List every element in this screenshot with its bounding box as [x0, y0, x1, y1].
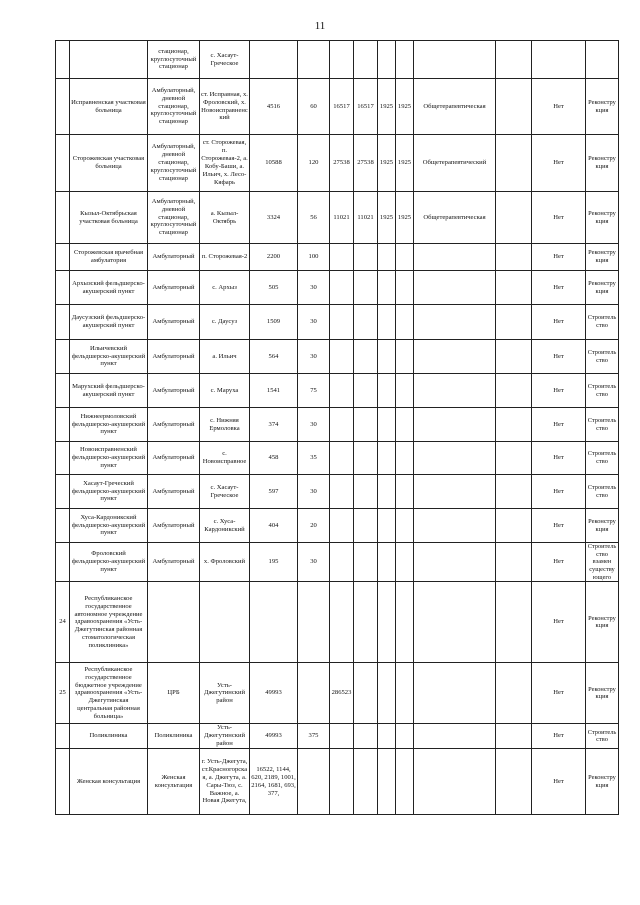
population-cell: 458	[250, 442, 298, 475]
table-row	[56, 340, 619, 374]
empty-cell	[496, 374, 532, 408]
gas-cell: Нет	[532, 663, 586, 724]
year-cell-2	[396, 41, 414, 79]
profile-cell	[414, 244, 496, 271]
location-cell: с. Даусуз	[200, 305, 250, 340]
year-cell-1	[378, 408, 396, 442]
type-cell: Амбулаторный, дневной стационар, круглосуточный стационар	[148, 135, 200, 192]
empty-cell	[496, 135, 532, 192]
profile-cell: Общетерапевтическая	[414, 192, 496, 244]
year-cell-2	[396, 271, 414, 305]
capacity-cell	[298, 749, 330, 815]
empty-cell	[496, 543, 532, 582]
num-cell	[56, 340, 70, 374]
location-cell: с. Нижняя Ермоловка	[200, 408, 250, 442]
profile-cell	[414, 582, 496, 663]
action-cell: Строительство	[586, 374, 619, 408]
action-cell: Реконструкция	[586, 509, 619, 543]
name-cell: Нижнеермоловский фельдшерско-акушерский пункт	[70, 408, 148, 442]
num-cell	[56, 749, 70, 815]
type-cell: ЦРБ	[148, 663, 200, 724]
value-cell-1: 16517	[330, 79, 354, 135]
gas-cell: Нет	[532, 374, 586, 408]
year-cell-2	[396, 663, 414, 724]
year-cell-1	[378, 543, 396, 582]
empty-cell	[496, 305, 532, 340]
name-cell: Республиканское государственное автономное учреждение здравоохранения «Усть-Джегутинская районная стоматологическая поликлиника»	[70, 582, 148, 663]
population-cell: 374	[250, 408, 298, 442]
year-cell-2	[396, 475, 414, 509]
action-cell: Строительство взамен существующего	[586, 543, 619, 582]
name-cell: Даусузский фельдшерско-акушерский пункт	[70, 305, 148, 340]
table-row	[56, 749, 619, 815]
num-cell	[56, 509, 70, 543]
facilities-table	[55, 40, 619, 815]
value-cell-2: 16517	[354, 79, 378, 135]
action-cell: Строительство	[586, 340, 619, 374]
type-cell: Поликлиника	[148, 724, 200, 749]
table-row	[56, 135, 619, 192]
gas-cell: Нет	[532, 475, 586, 509]
gas-cell: Нет	[532, 724, 586, 749]
value-cell-1	[330, 374, 354, 408]
value-cell-1: 286523	[330, 663, 354, 724]
name-cell: Кызыл-Октябрьская участковая больница	[70, 192, 148, 244]
capacity-cell	[298, 663, 330, 724]
profile-cell	[414, 305, 496, 340]
capacity-cell: 30	[298, 543, 330, 582]
gas-cell	[532, 41, 586, 79]
profile-cell: Общетерапевтический	[414, 135, 496, 192]
location-cell: с. Хасаут-Греческое	[200, 41, 250, 79]
location-cell: х. Фроловский	[200, 543, 250, 582]
num-cell	[56, 192, 70, 244]
action-cell: Реконструкция	[586, 663, 619, 724]
population-cell: 4516	[250, 79, 298, 135]
empty-cell	[496, 408, 532, 442]
empty-cell	[496, 663, 532, 724]
name-cell: Марухский фельдшерско-акушерский пункт	[70, 374, 148, 408]
table-row	[56, 582, 619, 663]
value-cell-1	[330, 244, 354, 271]
capacity-cell: 375	[298, 724, 330, 749]
year-cell-1: 1925	[378, 135, 396, 192]
action-cell: Реконструкция	[586, 749, 619, 815]
type-cell: Амбулаторный	[148, 305, 200, 340]
profile-cell	[414, 749, 496, 815]
type-cell: Амбулаторный	[148, 475, 200, 509]
capacity-cell: 30	[298, 408, 330, 442]
empty-cell	[496, 340, 532, 374]
gas-cell: Нет	[532, 305, 586, 340]
population-cell: 3324	[250, 192, 298, 244]
action-cell: Реконструкция	[586, 271, 619, 305]
location-cell: Усть-Джегутинский район	[200, 663, 250, 724]
location-cell: п. Сторожевая-2	[200, 244, 250, 271]
year-cell-1: 1925	[378, 192, 396, 244]
population-cell: 404	[250, 509, 298, 543]
empty-cell	[496, 271, 532, 305]
year-cell-2	[396, 509, 414, 543]
table-row	[56, 305, 619, 340]
location-cell: с. Хасаут-Греческое	[200, 475, 250, 509]
page-number: 11	[314, 20, 326, 32]
value-cell-2	[354, 475, 378, 509]
population-cell	[250, 582, 298, 663]
location-cell: с. Хуса-Кардоникский	[200, 509, 250, 543]
table-row	[56, 244, 619, 271]
location-cell: а. Ильич	[200, 340, 250, 374]
value-cell-1: 27538	[330, 135, 354, 192]
population-cell: 505	[250, 271, 298, 305]
year-cell-2	[396, 374, 414, 408]
profile-cell	[414, 724, 496, 749]
year-cell-2	[396, 244, 414, 271]
profile-cell	[414, 408, 496, 442]
action-cell: Реконструкция	[586, 582, 619, 663]
value-cell-2	[354, 543, 378, 582]
value-cell-1	[330, 543, 354, 582]
year-cell-1	[378, 582, 396, 663]
year-cell-1	[378, 244, 396, 271]
name-cell: Новоисправненский фельдшерско-акушерский пункт	[70, 442, 148, 475]
year-cell-1	[378, 475, 396, 509]
profile-cell	[414, 374, 496, 408]
population-cell: 564	[250, 340, 298, 374]
table-row	[56, 192, 619, 244]
profile-cell	[414, 271, 496, 305]
value-cell-2	[354, 340, 378, 374]
value-cell-1	[330, 475, 354, 509]
year-cell-2	[396, 305, 414, 340]
value-cell-2	[354, 271, 378, 305]
location-cell: с. Маруха	[200, 374, 250, 408]
name-cell: Исправненская участковая больница	[70, 79, 148, 135]
year-cell-2: 1925	[396, 135, 414, 192]
location-cell: ст. Исправная, х. Фроловский, х. Новоисправненский	[200, 79, 250, 135]
gas-cell: Нет	[532, 582, 586, 663]
name-cell: Сторожевская участковая больница	[70, 135, 148, 192]
value-cell-1: 11021	[330, 192, 354, 244]
location-cell: а. Кызыл-Октябрь	[200, 192, 250, 244]
value-cell-2	[354, 408, 378, 442]
gas-cell: Нет	[532, 340, 586, 374]
gas-cell: Нет	[532, 244, 586, 271]
capacity-cell	[298, 582, 330, 663]
year-cell-1	[378, 724, 396, 749]
year-cell-1	[378, 442, 396, 475]
capacity-cell	[298, 41, 330, 79]
location-cell: Усть-Джегутинский район	[200, 724, 250, 749]
empty-cell	[496, 79, 532, 135]
type-cell: Амбулаторный	[148, 543, 200, 582]
type-cell: стационар, круглосуточный стационар	[148, 41, 200, 79]
action-cell: Строительство	[586, 724, 619, 749]
gas-cell: Нет	[532, 79, 586, 135]
num-cell	[56, 475, 70, 509]
table-row	[56, 475, 619, 509]
population-cell: 10588	[250, 135, 298, 192]
year-cell-2	[396, 582, 414, 663]
year-cell-2	[396, 749, 414, 815]
table-row	[56, 374, 619, 408]
name-cell: Поликлиника	[70, 724, 148, 749]
name-cell: Архызский фельдшерско-акушерский пункт	[70, 271, 148, 305]
population-cell: 2200	[250, 244, 298, 271]
empty-cell	[496, 442, 532, 475]
gas-cell: Нет	[532, 135, 586, 192]
num-cell	[56, 543, 70, 582]
value-cell-1	[330, 749, 354, 815]
capacity-cell: 30	[298, 305, 330, 340]
value-cell-2	[354, 582, 378, 663]
profile-cell	[414, 442, 496, 475]
num-cell	[56, 305, 70, 340]
year-cell-2: 1925	[396, 79, 414, 135]
capacity-cell: 20	[298, 509, 330, 543]
type-cell: Амбулаторный, дневной стационар, круглосуточный стационар	[148, 192, 200, 244]
name-cell: Женская консультация	[70, 749, 148, 815]
population-cell	[250, 41, 298, 79]
num-cell	[56, 135, 70, 192]
value-cell-1	[330, 340, 354, 374]
action-cell: Строительство	[586, 408, 619, 442]
value-cell-1	[330, 305, 354, 340]
population-cell: 16522, 1144, 620, 2189, 1001, 2164, 1681, 693, 377,	[250, 749, 298, 815]
empty-cell	[496, 475, 532, 509]
type-cell: Амбулаторный, дневной стационар, круглосуточный стационар	[148, 79, 200, 135]
location-cell: с. Архыз	[200, 271, 250, 305]
year-cell-2	[396, 724, 414, 749]
empty-cell	[496, 749, 532, 815]
name-cell: Хасаут-Греческий фельдшерско-акушерский пункт	[70, 475, 148, 509]
value-cell-1	[330, 582, 354, 663]
type-cell: Амбулаторный	[148, 374, 200, 408]
action-cell: Реконструкция	[586, 192, 619, 244]
num-cell	[56, 724, 70, 749]
gas-cell: Нет	[532, 192, 586, 244]
type-cell: Амбулаторный	[148, 340, 200, 374]
value-cell-1	[330, 271, 354, 305]
year-cell-2	[396, 442, 414, 475]
year-cell-1	[378, 509, 396, 543]
gas-cell: Нет	[532, 509, 586, 543]
type-cell: Амбулаторный	[148, 244, 200, 271]
value-cell-2	[354, 374, 378, 408]
gas-cell: Нет	[532, 271, 586, 305]
value-cell-1	[330, 408, 354, 442]
location-cell: с. Новоисправное	[200, 442, 250, 475]
year-cell-2: 1925	[396, 192, 414, 244]
value-cell-1	[330, 41, 354, 79]
name-cell: Хуса-Кардоникский фельдшерско-акушерский пункт	[70, 509, 148, 543]
table-row	[56, 79, 619, 135]
num-cell	[56, 271, 70, 305]
type-cell: Амбулаторный	[148, 509, 200, 543]
profile-cell: Общетерапевтическая	[414, 79, 496, 135]
value-cell-1	[330, 724, 354, 749]
profile-cell	[414, 543, 496, 582]
table-row	[56, 442, 619, 475]
year-cell-1	[378, 41, 396, 79]
num-cell	[56, 442, 70, 475]
table-row	[56, 509, 619, 543]
action-cell: Строительство	[586, 442, 619, 475]
table-row	[56, 271, 619, 305]
type-cell	[148, 582, 200, 663]
year-cell-2	[396, 340, 414, 374]
profile-cell	[414, 340, 496, 374]
value-cell-2	[354, 663, 378, 724]
num-cell	[56, 41, 70, 79]
num-cell: 25	[56, 663, 70, 724]
gas-cell: Нет	[532, 543, 586, 582]
capacity-cell: 56	[298, 192, 330, 244]
value-cell-2	[354, 305, 378, 340]
population-cell: 1541	[250, 374, 298, 408]
value-cell-2	[354, 724, 378, 749]
name-cell: Ильичевский фельдшерско-акушерский пункт	[70, 340, 148, 374]
profile-cell	[414, 509, 496, 543]
profile-cell	[414, 663, 496, 724]
location-cell: ст. Сторожевая, п. Сторожевая-2, а. Кобу-Баши, а. Ильич, х. Лесо-Кяфарь	[200, 135, 250, 192]
gas-cell: Нет	[532, 408, 586, 442]
empty-cell	[496, 582, 532, 663]
action-cell	[586, 41, 619, 79]
value-cell-2	[354, 244, 378, 271]
year-cell-1	[378, 340, 396, 374]
empty-cell	[496, 41, 532, 79]
action-cell: Строительство	[586, 475, 619, 509]
value-cell-2: 11021	[354, 192, 378, 244]
name-cell: Сторожевская врачебная амбулатория	[70, 244, 148, 271]
capacity-cell: 100	[298, 244, 330, 271]
table-row	[56, 41, 619, 79]
value-cell-2: 27538	[354, 135, 378, 192]
action-cell: Реконструкция	[586, 244, 619, 271]
gas-cell: Нет	[532, 749, 586, 815]
year-cell-1	[378, 305, 396, 340]
table-row	[56, 543, 619, 582]
type-cell: Амбулаторный	[148, 408, 200, 442]
population-cell: 597	[250, 475, 298, 509]
capacity-cell: 30	[298, 340, 330, 374]
capacity-cell: 30	[298, 271, 330, 305]
capacity-cell: 60	[298, 79, 330, 135]
action-cell: Реконструкция	[586, 135, 619, 192]
population-cell: 49993	[250, 724, 298, 749]
table-row	[56, 724, 619, 749]
action-cell: Реконструкция	[586, 79, 619, 135]
capacity-cell: 30	[298, 475, 330, 509]
profile-cell	[414, 475, 496, 509]
name-cell	[70, 41, 148, 79]
value-cell-1	[330, 442, 354, 475]
empty-cell	[496, 724, 532, 749]
name-cell: Республиканское государственное бюджетное учреждение здравоохранения «Усть-Джегутинская центральная районная больница»	[70, 663, 148, 724]
name-cell: Фроловский фельдшерско-акушерский пункт	[70, 543, 148, 582]
location-cell: г. Усть-Джегута, ст.Красногорская, а. Джегута, а. Сары-Тюз, с. Важное, а. Новая Джегута,	[200, 749, 250, 815]
action-cell: Строительство	[586, 305, 619, 340]
gas-cell: Нет	[532, 442, 586, 475]
year-cell-1	[378, 374, 396, 408]
value-cell-2	[354, 509, 378, 543]
capacity-cell: 35	[298, 442, 330, 475]
empty-cell	[496, 244, 532, 271]
year-cell-1	[378, 271, 396, 305]
table-row	[56, 408, 619, 442]
type-cell: Амбулаторный	[148, 271, 200, 305]
value-cell-2	[354, 749, 378, 815]
num-cell	[56, 79, 70, 135]
num-cell	[56, 408, 70, 442]
type-cell: Женская консультация	[148, 749, 200, 815]
value-cell-2	[354, 442, 378, 475]
table-row	[56, 663, 619, 724]
capacity-cell: 120	[298, 135, 330, 192]
num-cell	[56, 374, 70, 408]
value-cell-2	[354, 41, 378, 79]
capacity-cell: 75	[298, 374, 330, 408]
num-cell: 24	[56, 582, 70, 663]
num-cell	[56, 244, 70, 271]
year-cell-1	[378, 749, 396, 815]
value-cell-1	[330, 509, 354, 543]
population-cell: 49993	[250, 663, 298, 724]
location-cell	[200, 582, 250, 663]
year-cell-2	[396, 408, 414, 442]
empty-cell	[496, 192, 532, 244]
population-cell: 1509	[250, 305, 298, 340]
empty-cell	[496, 509, 532, 543]
population-cell: 195	[250, 543, 298, 582]
year-cell-1: 1925	[378, 79, 396, 135]
type-cell: Амбулаторный	[148, 442, 200, 475]
profile-cell	[414, 41, 496, 79]
year-cell-2	[396, 543, 414, 582]
year-cell-1	[378, 663, 396, 724]
